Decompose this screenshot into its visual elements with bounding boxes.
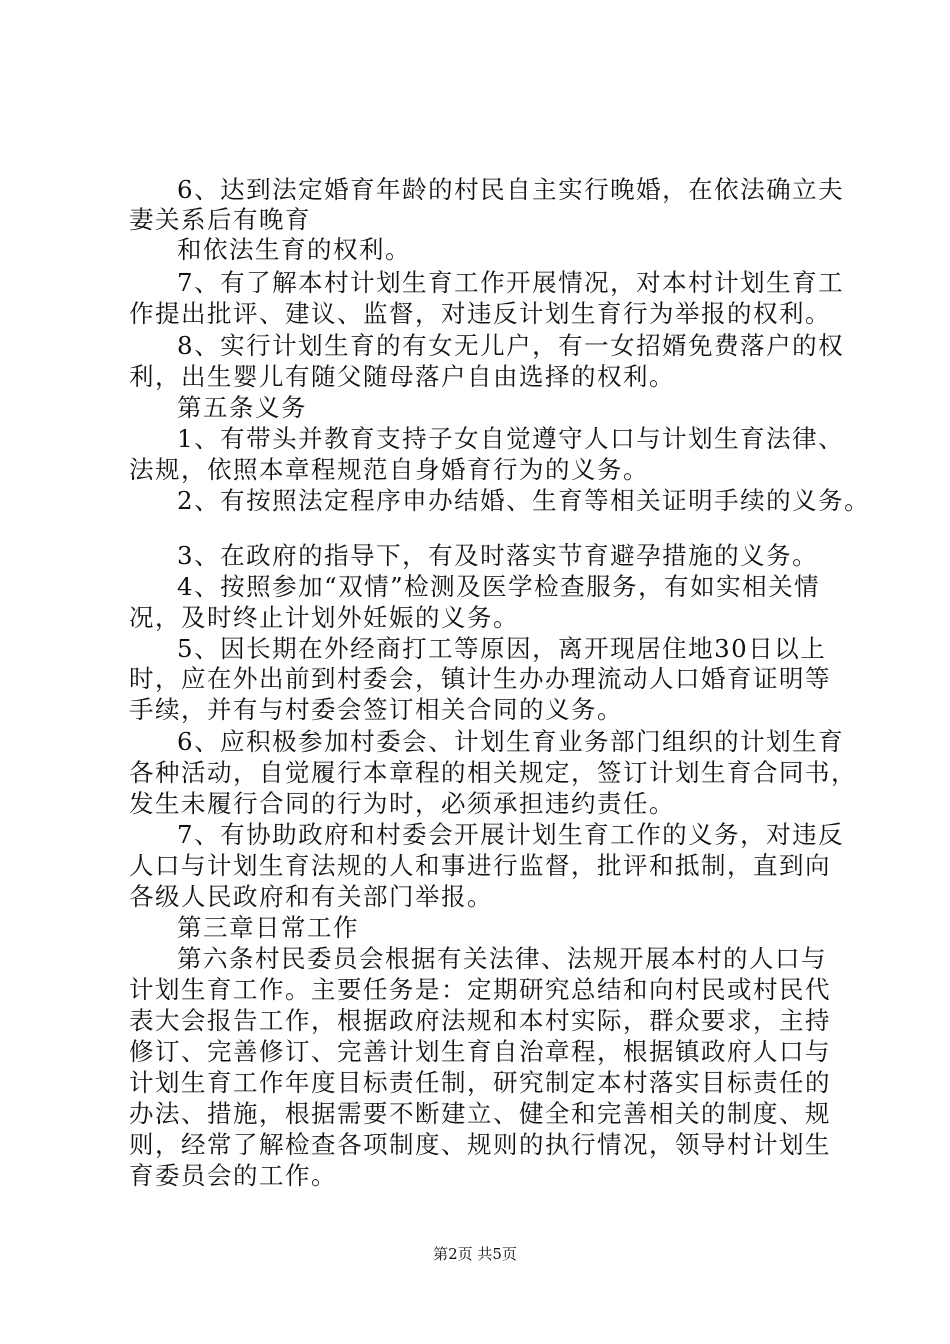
text-line: 表大会报告工作，根据政府法规和本村实际，群众要求，主持 <box>129 1006 831 1035</box>
text-line: 3、在政府的指导下，有及时落实节育避孕措施的义务。 <box>177 541 819 570</box>
section-heading: 第五条义务 <box>177 393 307 422</box>
text-line: 人口与计划生育法规的人和事进行监督，批评和抵制，直到向 <box>129 851 831 880</box>
text-line: 4、按照参加“双情”检测及医学检查服务，有如实相关情 <box>177 572 821 601</box>
chapter-heading: 第三章日常工作 <box>177 913 359 942</box>
text-line: 利，出生婴儿有随父随母落户自由选择的权利。 <box>129 362 675 391</box>
text-line: 7、有协助政府和村委会开展计划生育工作的义务，对违反 <box>177 820 845 849</box>
text-line: 修订、完善修订、完善计划生育自治章程，根据镇政府人口与 <box>129 1037 831 1066</box>
text-line: 各种活动，自觉履行本章程的相关规定，签订计划生育合同书， <box>129 758 857 787</box>
text-line: 办法、措施，根据需要不断建立、健全和完善相关的制度、规 <box>129 1099 831 1128</box>
text-line: 手续，并有与村委会签订相关合同的义务。 <box>129 695 623 724</box>
text-line: 6、达到法定婚育年龄的村民自主实行晚婚，在依法确立夫 <box>177 175 845 204</box>
text-line: 况，及时终止计划外妊娠的义务。 <box>129 603 519 632</box>
text-line: 7、有了解本村计划生育工作开展情况，对本村计划生育工 <box>177 268 845 297</box>
page-number-footer: 第2页 共5页 <box>433 1245 517 1263</box>
text-line: 育委员会的工作。 <box>129 1161 337 1190</box>
text-line: 2、有按照法定程序申办结婚、生育等相关证明手续的义务。 <box>177 486 871 515</box>
text-line: 则，经常了解检查各项制度、规则的执行情况，领导村计划生 <box>129 1130 831 1159</box>
text-line: 妻关系后有晚育 <box>129 205 311 234</box>
text-line: 5、因长期在外经商打工等原因，离开现居住地30日以上 <box>177 634 827 663</box>
text-line: 8、实行计划生育的有女无儿户，有一女招婿免费落户的权 <box>177 331 845 360</box>
text-line: 发生未履行合同的行为时，必须承担违约责任。 <box>129 789 675 818</box>
text-line: 1、有带头并教育支持子女自觉遵守人口与计划生育法律、 <box>177 424 845 453</box>
text-line: 和依法生育的权利。 <box>177 235 411 264</box>
text-line: 计划生育工作。主要任务是：定期研究总结和向村民或村民代 <box>129 975 831 1004</box>
text-line: 各级人民政府和有关部门举报。 <box>129 882 493 911</box>
text-line: 时，应在外出前到村委会，镇计生办办理流动人口婚育证明等 <box>129 664 831 693</box>
text-line: 作提出批评、建议、监督，对违反计划生育行为举报的权利。 <box>129 299 831 328</box>
text-line: 6、应积极参加村委会、计划生育业务部门组织的计划生育 <box>177 727 845 756</box>
text-line: 计划生育工作年度目标责任制，研究制定本村落实目标责任的 <box>129 1068 831 1097</box>
text-line: 法规，依照本章程规范自身婚育行为的义务。 <box>129 455 649 484</box>
text-line: 第六条村民委员会根据有关法律、法规开展本村的人口与 <box>177 944 827 973</box>
